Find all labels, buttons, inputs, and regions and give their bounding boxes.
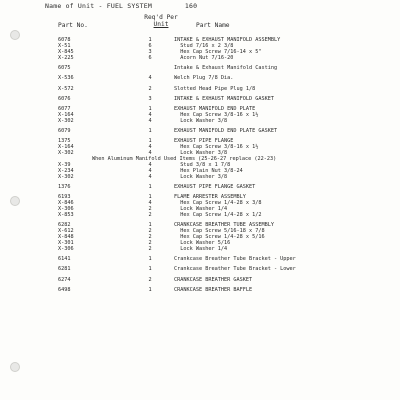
- unit-name-label: Name of Unit: [45, 2, 95, 10]
- binder-hole: [10, 362, 20, 372]
- part-name: INTAKE & EXHAUST MANIFOLD GASKET: [174, 95, 274, 102]
- part-number: X-306: [58, 206, 74, 213]
- part-number: X-301: [58, 239, 74, 246]
- part-name: Crankcase Breather Tube Bracket - Lower: [174, 266, 296, 273]
- part-name: Lock Washer 1/4: [174, 245, 228, 252]
- quantity: 1: [148, 222, 152, 229]
- part-name: Stud 3/8 x 1 7/8: [174, 161, 231, 168]
- quantity: 4: [148, 200, 152, 207]
- part-number: X-302: [58, 150, 74, 157]
- part-name: Hex Cap Screw 1/4-28 x 1/2: [174, 212, 262, 218]
- part-name: CRANKCASE BREATHER GASKET: [174, 276, 253, 283]
- part-name: Hex Cap Screw 7/16-14 x 5": [174, 48, 262, 55]
- quantity: 1: [148, 128, 152, 135]
- part-name: EXHAUST PIPE FLANGE: [174, 138, 234, 145]
- part-number: 1376: [58, 184, 71, 191]
- quantity: 3: [148, 95, 152, 102]
- part-name: Lock Washer 5/16: [174, 239, 231, 246]
- column-header-reqd: [136, 14, 186, 28]
- part-name: Hex Cap Screw 1/4-28 x 5/16: [174, 234, 265, 241]
- part-name: EXHAUST MANIFOLD END PLATE GASKET: [174, 128, 278, 135]
- quantity: 1: [148, 256, 152, 263]
- part-number: 6193: [58, 194, 71, 201]
- quantity: 4: [148, 173, 152, 180]
- part-name: Lock Washer 3/8: [174, 173, 228, 180]
- part-name: Hex Cap Screw 3/8-16 x 1½: [174, 144, 259, 151]
- parts-row: [0, 247, 400, 253]
- quantity: 1: [148, 37, 152, 43]
- parts-row: [0, 213, 400, 219]
- part-number: X-164: [58, 144, 74, 151]
- quantity: 4: [148, 167, 152, 174]
- quantity: 4: [148, 144, 152, 151]
- part-number: X-51: [58, 42, 71, 49]
- part-name: Stud 7/16 x 2 3/8: [174, 42, 234, 49]
- quantity: 6: [148, 42, 152, 49]
- part-name: Hex Cap Screw 3/8-16 x 1½: [174, 111, 259, 118]
- parts-group: [0, 223, 400, 257]
- quantity: 3: [148, 48, 152, 55]
- part-number: X-612: [58, 228, 74, 235]
- part-number: X-39: [58, 161, 71, 168]
- part-name: Slotted Head Pipe Plug 1/8: [174, 85, 256, 92]
- quantity: 1: [148, 184, 152, 191]
- part-name: INTAKE & EXHAUST MANIFOLD ASSEMBLY: [174, 37, 281, 43]
- quantity: 4: [148, 117, 152, 124]
- parts-list: [0, 38, 400, 298]
- part-number: 6274: [58, 276, 71, 283]
- part-number: X-845: [58, 48, 74, 55]
- parts-group: [0, 38, 400, 66]
- parts-group: [0, 76, 400, 86]
- page-number: 160: [184, 2, 198, 10]
- parts-group: [0, 139, 400, 185]
- quantity: 1: [148, 106, 152, 113]
- part-number: 6498: [58, 286, 71, 293]
- part-name: When Aluminum Manifold Used Items (25-26-27 replace (22-23): [92, 156, 277, 163]
- part-number: X-853: [58, 212, 74, 218]
- part-number: 6077: [58, 106, 71, 113]
- quantity: 6: [148, 54, 152, 61]
- column-header-reqd-line1: Req'd Per: [144, 14, 178, 21]
- parts-row: [0, 267, 400, 273]
- parts-group: [0, 288, 400, 298]
- parts-row: [0, 56, 400, 62]
- parts-row: [0, 185, 400, 191]
- part-name: Hex Cap Screw 1/4-28 x 3/8: [174, 200, 262, 207]
- group-spacer: [0, 294, 400, 298]
- part-name: Intake & Exhaust Manifold Casting: [174, 64, 278, 71]
- parts-row: [0, 288, 400, 294]
- part-name: Lock Washer 1/4: [174, 206, 228, 213]
- quantity: 2: [148, 212, 152, 218]
- parts-row: [0, 257, 400, 263]
- quantity: 1: [148, 138, 152, 145]
- quantity: 2: [148, 228, 152, 235]
- part-number: X-234: [58, 167, 74, 174]
- quantity: 2: [148, 276, 152, 283]
- part-name: CRANKCASE BREATHER BAFFLE: [174, 286, 253, 293]
- part-number: X-846: [58, 200, 74, 207]
- part-number: 6079: [58, 128, 71, 135]
- part-name: Lock Washer 3/8: [174, 150, 228, 157]
- quantity: 1: [148, 286, 152, 293]
- parts-row: [0, 129, 400, 135]
- column-header-reqd-line2: Unit: [153, 21, 169, 28]
- part-number: X-306: [58, 245, 74, 252]
- part-name: CRANKCASE BREATHER TUBE ASSEMBLY: [174, 222, 274, 229]
- part-name: Welch Plug 7/8 Dia.: [174, 75, 234, 82]
- page-header: Name of Unit - FUEL SYSTEM 160: [45, 2, 198, 10]
- quantity: 1: [148, 194, 152, 201]
- part-number: 6141: [58, 256, 71, 263]
- parts-group: [0, 195, 400, 223]
- column-header-part-name: Part Name: [196, 22, 230, 29]
- quantity: 4: [148, 150, 152, 157]
- part-number: X-164: [58, 111, 74, 118]
- part-number: X-302: [58, 117, 74, 124]
- part-number: 6282: [58, 222, 71, 229]
- quantity: 2: [148, 239, 152, 246]
- parts-row: [0, 87, 400, 93]
- parts-row: [0, 76, 400, 82]
- part-number: 6076: [58, 95, 71, 102]
- quantity: 1: [148, 266, 152, 273]
- parts-row: [0, 278, 400, 284]
- part-name: Acorn Nut 7/16-20: [174, 54, 234, 61]
- part-name: Crankcase Breather Tube Bracket - Upper: [174, 256, 296, 263]
- quantity: 4: [148, 111, 152, 118]
- part-name: EXHAUST PIPE FLANGE GASKET: [174, 184, 256, 191]
- part-number: X-536: [58, 75, 74, 82]
- quantity: 2: [148, 85, 152, 92]
- part-number: X-572: [58, 85, 74, 92]
- part-name: EXHAUST MANIFOLD END PLATE: [174, 106, 256, 113]
- column-header-part-no: Part No.: [58, 22, 88, 29]
- part-name: Hex Plain Nut 3/8-24: [174, 167, 243, 174]
- parts-row: [0, 97, 400, 103]
- quantity: 4: [148, 75, 152, 82]
- part-name: FLAME ARRESTER ASSEMBLY: [174, 194, 246, 201]
- quantity: 2: [148, 206, 152, 213]
- part-number: 6075: [58, 64, 71, 71]
- parts-row: [0, 175, 400, 181]
- parts-row: [0, 66, 400, 72]
- unit-name: FUEL SYSTEM: [106, 2, 152, 10]
- quantity: 2: [148, 245, 152, 252]
- parts-row: [0, 119, 400, 125]
- part-number: 6281: [58, 266, 71, 273]
- part-number: X-848: [58, 234, 74, 241]
- part-name: Hex Cap Screw 5/16-18 x 7/8: [174, 228, 265, 235]
- quantity: 2: [148, 234, 152, 241]
- part-number: 6078: [58, 37, 71, 43]
- quantity: 4: [148, 161, 152, 168]
- part-number: X-302: [58, 173, 74, 180]
- part-number: 1375: [58, 138, 71, 145]
- part-name: Lock Washer 3/8: [174, 117, 228, 124]
- parts-group: [0, 107, 400, 129]
- part-number: X-225: [58, 54, 74, 61]
